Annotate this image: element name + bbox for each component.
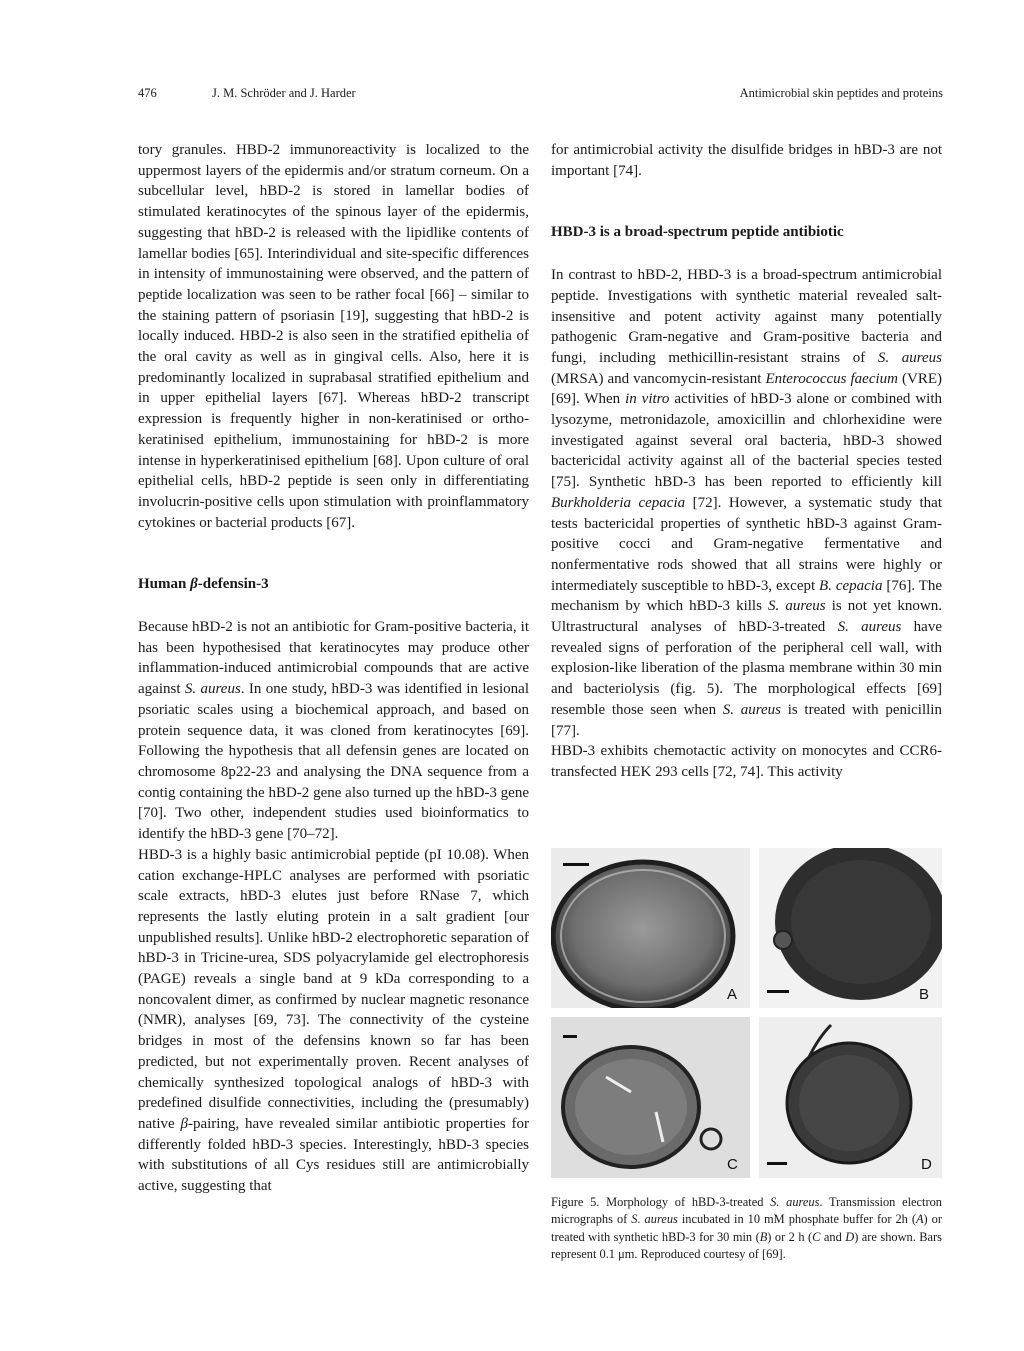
micrograph-panel-c — [551, 1017, 750, 1178]
left-paragraph-2: Because hBD-2 is not an antibiotic for Gram-positive bacteria, it has been hypothesised that keratinocytes may produce other inflammation-induced antimicrobial compounds that are active against S. aureus. In one study, hBD-3 was identified in lesional psoriatic scales using a biochemical approach, and based on protein sequence data, it was cloned from keratinocytes [69]. Following the hypothesis that all defensin genes are located on chromosome 8p22-23 and analysing the DNA sequence from a contig containing the hBD-2 gene also turned up the hBD-3 gene [70]. Two other, independent studies used bioinformatics to identify the hBD-3 gene [70–72]. — [138, 619, 529, 843]
panel-label-a: A — [727, 986, 738, 1003]
micrograph-b-image — [759, 848, 942, 1008]
left-column — [138, 140, 529, 1197]
panel-label-d: D — [921, 1156, 932, 1173]
panel-label-c: C — [727, 1156, 738, 1173]
micrograph-panel-d — [759, 1017, 942, 1178]
section-heading-hbd3: Human β-defensin-3 — [138, 576, 269, 593]
micrograph-c-image — [551, 1017, 750, 1178]
panel-label-b: B — [919, 986, 930, 1003]
figure-5-micrographs — [551, 848, 942, 1178]
header-running-title: Antimicrobial skin peptides and proteins — [739, 86, 943, 100]
header-authors: J. M. Schröder and J. Harder — [212, 86, 356, 100]
right-paragraph-2: In contrast to hBD-2, HBD-3 is a broad-spectrum antimicrobial peptide. Investigations with synthetic material revealed salt-insensitive and potent activity against many potentially pathogenic Gram-negative and Gram-positive bacteria and fungi, including methicillin-resistant strains of S. aureus (MRSA) and vancomycin-resistant Enterococcus faecium (VRE) [69]. When in vitro activities of hBD-3 alone or combined with lysozyme, metronidazole, amoxicillin and chlorhexidine were investigated against several oral bacteria, hBD-3 showed bactericidal activity against all of the bacterial species tested [75]. Synthetic hBD-3 has been reported to efficiently kill Burkholderia cepacia [72]. However, a systematic study that tests bactericidal properties of synthetic hBD-3 against Gram-positive cocci and Gram-negative fermentative and nonfermentative rods showed that all strains were highly or intermediately susceptible to hBD-3, except B. cepacia [76]. The mechanism by which hBD-3 kills S. aureus is not yet known. Ultrastructural analyses of hBD-3-treated S. aureus have revealed signs of perforation of the peripheral cell wall, with explosion-like liberation of the plasma membrane within 30 min and bacteriolysis (fig. 5). The morphological effects [69] resemble those seen when S. aureus is treated with penicillin [77]. — [551, 267, 943, 739]
section-heading-broad-spectrum: HBD-3 is a broad-spectrum peptide antibiotic — [551, 224, 844, 241]
right-paragraph-1: for antimicrobial activity the disulfide bridges in hBD-3 are not important [74]. — [551, 142, 942, 179]
figure-caption: Figure 5. Morphology of hBD-3-treated S. aureus. Transmission electron micrographs of S. aureus incubated in 10 mM phosphate buffer for 2h (A) or treated with synthetic hBD-3 for 30 min (B) or 2 h (C and D) are shown. Bars represent 0.1 μm. Reproduced courtesy of [69]. — [551, 1195, 943, 1262]
left-paragraph-1: tory granules. HBD-2 immunoreactivity is localized to the uppermost layers of the epidermis and/or stratum corneum. On a subcellular level, hBD-2 is stored in lamellar bodies of stimulated keratinocytes of the spinous layer of the epidermis, suggesting that hBD-2 is released with the lipidlike contents of lamellar bodies [65]. Interindividual and site-specific differences in intensity of immunostaining were observed, and the pattern of peptide localization was seen to be rather focal [66] – similar to the staining pattern of psoriasin [19], suggesting that hBD-2 is locally induced. HBD-2 is also seen in the stratified epithelia of the oral cavity as well as in gingival cells. Also, here it is predominantly localized in suprabasal stratified epithelium and in upper epithelial layers [67]. Whereas hBD-2 transcript expression is frequently higher in non-keratinised or ortho-keratinised epithelium, immunostaining for hBD-2 is more intense in hyperkeratinised epithelium [68]. Upon culture of oral epithelial cells, hBD-2 peptide is seen only in differentiating involucrin-positive cells upon stimulation with proinflammatory cytokines or bacterial products [67]. — [138, 142, 529, 531]
micrograph-a-image — [551, 848, 750, 1008]
left-paragraph-3: HBD-3 is a highly basic antimicrobial peptide (pI 10.08). When cation exchange-HPLC analyses are performed with psoriatic scale extracts, hBD-3 elutes just before RNase 7, which represents the lastly eluting protein in a salt gradient [our unpublished results]. Unlike hBD-2 electrophoretic separation of hBD-3 in Tricine-urea, SDS polyacrylamide gel electrophoresis (PAGE) reveals a single band at 9 kDa corresponding to a noncovalent dimer, as confirmed by nuclear magnetic resonance (NMR), analyses [69, 73]. The connectivity of the cysteine bridges in most of the defensins known so far has been predicted, but not experimentally proven. Recent analyses of chemically synthesized topological analogs of hBD-3 with predefined disulfide connectivities, including the (presumably) native β-pairing, have revealed similar antibiotic properties for differently folded hBD-3 species. Interestingly, hBD-3 species with substitutions of all Cys residues still are antimicrobially active, suggesting that — [138, 846, 530, 1195]
micrograph-panel-b — [759, 848, 942, 1008]
right-paragraph-3: HBD-3 exhibits chemotactic activity on monocytes and CCR6-transfected HEK 293 cells [72, 74]. This activity — [551, 743, 942, 780]
right-column — [551, 140, 942, 783]
micrograph-panel-a — [551, 848, 750, 1008]
micrograph-d-image — [759, 1017, 942, 1178]
running-header — [138, 86, 943, 108]
page-number: 476 — [138, 86, 157, 100]
